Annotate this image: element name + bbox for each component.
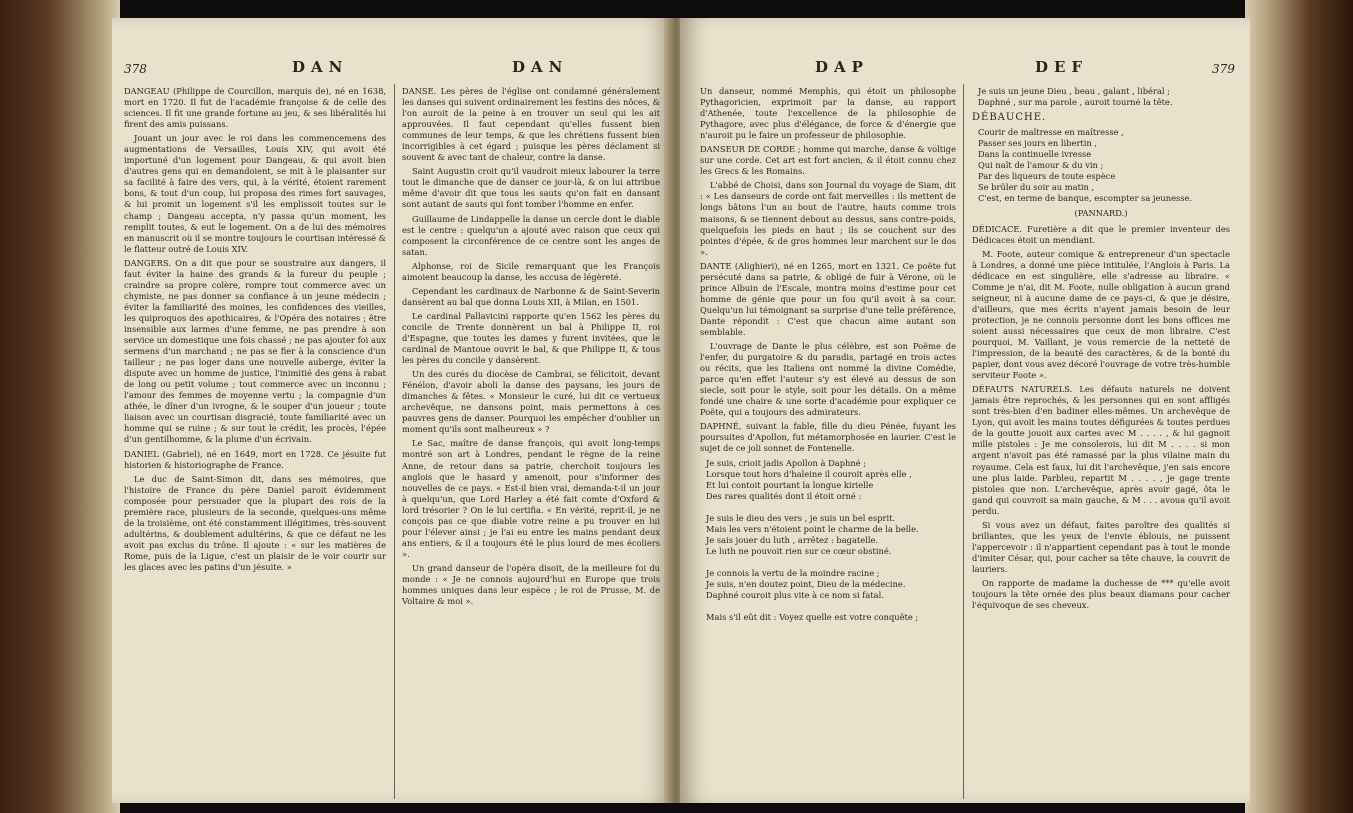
verse-line: [706, 557, 956, 568]
verse-line: Je suis le dieu des vers , je suis un bel esprit.: [706, 512, 896, 523]
paragraph: On rapporte de madame la duchesse de *** qu'elle avoit toujours la tête ornée des plus beaux diamans pour cacher l'équivoque de ses cheveux.: [972, 577, 1230, 611]
verse-line: Passer ses jours en libertin ,: [978, 138, 1098, 149]
verse-line: Des rares qualités dont il étoit orné :: [706, 490, 862, 501]
verse-line: Daphné couroit plus vite à ce nom si fatal.: [706, 590, 884, 601]
paragraph: Si vous avez un défaut, faites paroître des qualités si brillantes, que les yeux de l'envie éblouis, ne puissent l'appercevoir : il n'appartient cependant pas à tout le monde d'imiter César, qui, pour cacher sa tête chauve, la couvrit de lauriers.: [972, 519, 1230, 574]
verse-line: Lorsque tout hors d'haleine il couroit après elle ,: [706, 468, 912, 479]
paragraph: L'ouvrage de Dante le plus célèbre, est son Poëme de l'enfer, du purgatoire & du paradis, partagé en trois actes ou récits, que les Italiens ont nommé la divine Comédie, parce qu'en effet l'auteur s'y est élevé au dessus de son siecle, soit pour le style, soit pour les détails. On a même fondé une chaire & une sorte d'académie pour expliquer ce Poëte, qui a toujours des admirateurs.: [700, 341, 956, 418]
column-rule: [963, 84, 964, 799]
paragraph: Alphonse, roi de Sicile remarquant que les François aimoient beaucoup la danse, les accusa de légèreté.: [402, 260, 660, 282]
left-page: [112, 18, 672, 803]
entry-danse: DANSE. Les pères de l'église ont condamné généralement les danses qui suivent ordinairement les festins des nôces, & l'on auroit de la peine à en trouver un seul qui les ait approuvées. Il faut cependant qu'elles fussent bien communes de leur temps, & que les chrétiens fussent bien incorrigibles à cet égard ; puisque les pères déclament si souvent & avec tant de chaleur, contre la danse.: [402, 86, 660, 163]
entry-dangers: DANGERS. On a dit que pour se soustraire aux dangers, il faut éviter la haine des grands & la fureur du peuple ; craindre sa propre colère, rompre tout commerce avec un chymiste, ne pas donner sa confiance à un jeune médecin ; éviter la familiarité des moines, les confidences des vieilles, les quiproquos des apothicaires, & l'Opéra des notaires ; être insensible aux larmes d'une femme, ne pas prendre à son service un domestique une fois chassé ; ne pas ajouter foi aux sermens d'un marchand ; ne pas se fier à la conscience d'un tailleur ; ne pas loger dans une nouvelle auberge, éviter la dispute avec un homme de justice, l'inimitié des gens à rabat de long ou petit volume ; tout commerce avec un inconnu ; l'amour des femmes de moyenne vertu ; la compagnie d'un athée, le dîner d'un ivrogne, & le souper d'un joueur ; toute liaison avec un courtisan disgracié, toute familiarité avec un homme qui se ruine ; & sur tout le crédit, les procès, l'épée d'un gentilhomme, & la plume d'un écrivain.: [124, 257, 386, 445]
verse-line: Par des liqueurs de toute espèce: [978, 171, 1116, 182]
sonnet: [706, 458, 956, 624]
page-number: 379: [1212, 62, 1235, 76]
verse-line: Courir de maîtresse en maîtresse ,: [978, 127, 1124, 138]
column-rule: [394, 84, 395, 799]
verse-line: Daphné , sur ma parole , auroit tourné la tête.: [978, 97, 1173, 108]
verse-line: Je suis un jeune Dieu , beau , galant , libéral ;: [978, 86, 1170, 96]
verse-line: [706, 502, 956, 513]
running-head: DAP: [815, 58, 869, 76]
entry-daphne: DAPHNÉ, suivant la fable, fille du dieu Pénée, fuyant les poursuites d'Apollon, fut métamorphosée en laurier. C'est le sujet de ce joli sonnet de Fontenelle.: [700, 421, 956, 454]
verse-attribution: (PANNARD.): [1074, 208, 1128, 219]
verse-line: Je suis, n'en doutez point, Dieu de la médecine.: [706, 579, 906, 590]
entry-danseur-de-corde: DANSEUR DE CORDE ; homme qui marche, danse & voltige sur une corde. Cet art est fort ancien, & il étoit connu chez les Grecs & les Romains.: [700, 144, 956, 177]
paragraph: Jouant un jour avec le roi dans les commencemens des augmentations de Versailles, Louis XIV, qui avoit été importuné d'un logement pour Dangeau, & qui avoit bien d'autres gens qui en demandoient, se mit à le plaisanter sur sa facilité à faire des vers, qui, à la vérité, étoient rarement bons, & tout d'un coup, lui proposa des rimes fort sauvages, & lui promit un logement s'il les emplissoit toutes sur le champ ; Dangeau accepta, n'y passa qu'un moment, les remplit toutes, & eut le logement. On a de lui des mémoires en manuscrit où il se montre toujours le courtisan intéressé & le flatteur outré de Louis XIV.: [124, 133, 387, 254]
entry-dedicace: DÉDICACE. Furetière a dit que le premier inventeur des Dédicaces étoit un mendiant.: [972, 223, 1230, 245]
paragraph: Un grand danseur de l'opéra disoit, de la meilleure foi du monde : « Je ne connois aujourd'hui en Europe que trois hommes uniques dans leur espèce ; le roi de Prusse, M. de Voltaire & moi ».: [402, 562, 660, 607]
paragraph: Le cardinal Pallavicini rapporte qu'en 1562 les pères du concile de Trente donnèrent un bal à Philippe II, roi d'Espagne, que toutes les dames y furent invitées, que le cardinal de Mantoue ouvrit le bal, & que Philippe II, & tous les pères du concile y dansèrent.: [402, 310, 660, 366]
running-head: DEF: [1035, 58, 1089, 76]
verse-line: Et lui contoit pourtant la longue kirielle: [706, 479, 874, 490]
sonnet-end: [978, 86, 1230, 108]
verse-line: Dans la continuelle ivresse: [978, 149, 1092, 160]
book-edge-right: [1245, 0, 1353, 813]
paragraph: Cependant les cardinaux de Narbonne & de Saint-Severin dansèrent au bal que donna Louis XII, à Milan, en 1501.: [402, 285, 660, 307]
book-edge-left: [0, 0, 120, 813]
paragraph: Un danseur, nommé Memphis, qui étoit un philosophe Pythagoricien, exprimoit par la danse, au rapport d'Athenée, toute l'excellence de la philosophie de Pythagore, avec plus d'élégance, de force & d'énergie que n'auroit pu le faire un professeur de philosophie.: [700, 86, 956, 141]
right-page: [680, 18, 1250, 803]
text-column-1: [700, 86, 956, 627]
entry-dante: DANTE (Alighieri), né en 1265, mort en 1321. Ce poëte fut persécuté dans sa patrie, & obligé de fuir à Vérone, où le prince Albuin de l'Escale, montra moins d'estime pour cet homme de génie que pour un fou qu'il avoit à sa cour. Quelqu'un lui témoignant sa surprise d'une telle préférence, Dante répondit : C'est que chacun aime autant son semblable.: [700, 260, 956, 337]
verse-line: Qui naît de l'amour & du vin ;: [978, 160, 1104, 171]
page-number: 378: [124, 62, 147, 76]
verse-line: Je connois la vertu de la moindre racine ;: [706, 567, 880, 578]
running-head: DAN: [512, 58, 569, 76]
verse-line: Mais s'il eût dit : Voyez quelle est votre conquête ;: [706, 612, 919, 623]
verse-line: C'est, en terme de banque, escompter sa jeunesse.: [978, 193, 1193, 204]
debauche-verse: [978, 127, 1230, 204]
entry-defauts-naturels: DÉFAUTS NATURELS. Les défauts naturels ne doivent jamais être reprochés, & les personnes qui en sont affligés sont très-bien d'en badiner elles-mêmes. Un archevêque de Lyon, qui avoit les mains toutes défigurées & toutes perdues de la goutte jouoit aux cartes avec M . . . . , & lui gagnoit mille pistoles : Je me consolerois, lui dit M . . . . si mon argent n'avoit pas été ramassé par la plus vilaine main du royaume. Cela est faux, lui dit l'archevêque, j'en sais encore une plus laide. Parbleu, repartit M . . . . , je gage trente pistoles que non. L'archevêque, après avoir gagé, ôta le gand qui couvroit sa main gauche, & M . . . avoua qu'il avoit perdu.: [972, 384, 1230, 516]
entry-daniel: DANIEL (Gabriel), né en 1649, mort en 1728. Ce jésuite fut historien & historiographe de France.: [124, 448, 386, 470]
paragraph: Le duc de Saint-Simon dit, dans ses mémoires, que l'histoire de France du père Daniel paroit évidemment composée pour persuader que la plupart des rois de la première race, plusieurs de la seconde, quelques-uns même de la troisième, ont été constamment illégitimes, très-souvent adultérins, & doublement adultérins, & que ce défaut ne les avoit pas exclus du trône. Il ajoute : « sur les matières de Rome, puis de la Ligue, c'est un plaisir de le voir courir sur les glaces avec les patins d'un jésuite. »: [124, 473, 386, 572]
entry-dangeau: DANGEAU (Philippe de Courcillon, marquis de), né en 1638, mort en 1720. Il fut de l'académie françoise & de celle des sciences. Il fit une grande fortune au jeu, & ses libéralités lui firent des amis puissans.: [124, 86, 386, 130]
paragraph: Un des curés du diocèse de Cambrai, se félicitoit, devant Fénélon, d'avoir aboli la danse des paysans, les jours de dimanches & fêtes. « Monsieur le curé, lui dit ce vertueux archevêque, ne dansons point, mais permettons à ces pauvres gens de danser. Pourquoi les empêcher d'oublier un moment qu'ils sont malheureux » ?: [402, 369, 660, 435]
text-column-2: [972, 86, 1230, 614]
verse-line: Je sais jouer du luth , arrêtez : bagatelle.: [706, 534, 879, 545]
running-head: DAN: [292, 58, 349, 76]
paragraph: M. Foote, auteur comique & entrepreneur d'un spectacle à Londres, a donné une pièce intitulée, l'Anglois à Paris. La dédicace en est singulière, elle s'adresse au libraire. « Comme je n'ai, dit M. Foote, nulle obligation à aucun grand seigneur, ni à aucune dame de ce pays-ci, & que je désire, d'ailleurs, que mes écrits n'ayent jamais besoin de leur protection, je ne connois personne dont les bons offices me soient aussi nécessaires que ceux de mon libraire. C'est pourquoi, M. Vaillant, je vous remercie de la netteté de l'impression, de la beauté des caractères, & de la bonté du papier, dont vous avez décoré l'ouvrage de votre très-humble serviteur Foote ».: [972, 248, 1230, 381]
verse-line: Mais les vers n'étoient point le charme de la belle.: [706, 523, 919, 534]
paragraph: Le Sac, maître de danse françois, qui avoit long-temps montré son art à Londres, pendant le règne de la reine Anne, de retour dans sa patrie, cherchoit toujours les anglois que le hasard y amenoit, pour s'informer des nouvelles de ce pays. « Est-il bien vrai, demanda-t-il un jour à quelqu'un, que Lord Harley a été fait comte d'Oxford & lord trésorier ? On le lui certifia. « En vérité, reprit-il, je ne conçois pas ce que diable votre reine a pu trouver en lui pour l'élever ainsi ; je l'ai eu entre les mains pendant deux ans entiers, & il a toujours été le plus lourd de mes écoliers ».: [402, 438, 660, 559]
text-column-1: [124, 86, 386, 576]
paragraph: Saint Augustin croit qu'il vaudroit mieux labourer la terre tout le dimanche que de danser ce jour-là, & on lui attribue même d'avoir dit que tous les sauts qu'on fait en dansant sont autant de sauts qui font tomber l'homme en enfer.: [402, 166, 660, 210]
paragraph: L'abbé de Choisi, dans son Journal du voyage de Siam, dit : « Les danseurs de corde ont fait merveilles : ils mettent de longs bâtons l'un au bout de l'autre, hauts comme trois maisons, & se tiennent debout au dessus, sans contre-poids, quelquefois les pieds en haut ; ils se couchent sur des pointes d'épée, & de gros hommes leur marchent sur le dos ».: [700, 180, 956, 257]
text-column-2: [402, 86, 660, 610]
verse-line: Le luth ne pouvoit rien sur ce cœur obstiné.: [706, 545, 892, 556]
verse-line: Je suis, crioit jadis Apollon à Daphné ;: [706, 457, 867, 468]
paragraph: Guillaume de Lindappelle la danse un cercle dont le diable est le centre : quelqu'un a ajouté avec raison que ceux qui composent la circonférence de ce centre sont les anges de satan.: [402, 213, 660, 257]
entry-debauche-title: DÉBAUCHE.: [972, 112, 1047, 124]
verse-line: Se brûler du soir au matin ,: [978, 182, 1095, 193]
verse-line: [706, 601, 956, 612]
